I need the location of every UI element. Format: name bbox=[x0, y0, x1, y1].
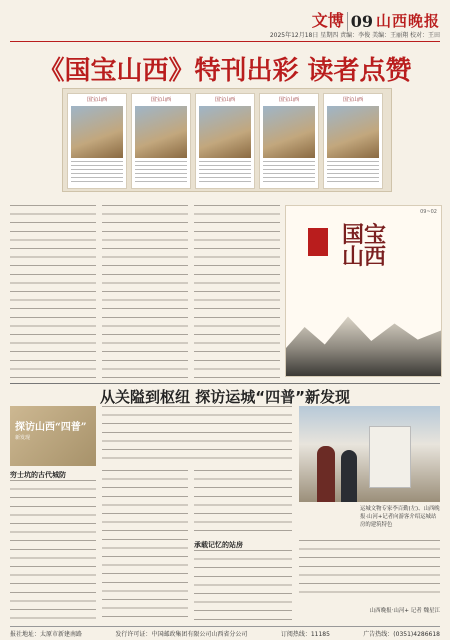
collage-card: 国宝山西 bbox=[195, 93, 255, 189]
dateline: 2025年12月18日 星期四 责编：李俊 美编：王丽翔 校对：王田 bbox=[269, 32, 440, 39]
headline-2: 从关隘到枢纽 探访运城“四普”新发现 bbox=[100, 388, 350, 406]
subheading-1: 穷士坑的古代城防 bbox=[10, 471, 66, 479]
footer bbox=[10, 626, 440, 638]
special-edition-collage bbox=[62, 88, 392, 192]
section-rule bbox=[10, 383, 440, 384]
collage-card: 国宝山西 bbox=[323, 93, 383, 189]
station-photo bbox=[299, 406, 440, 502]
footer-permit: 发行许可证：中国邮政集团有限公司山西省分公司 bbox=[115, 631, 248, 638]
article-2-text-col-1 bbox=[10, 480, 96, 622]
footer-phone: 订阅热线：11185 bbox=[280, 631, 330, 638]
collage-card: 国宝山西 bbox=[67, 93, 127, 189]
headline-1: 《国宝山西》特刊出彩 读者点赞 bbox=[38, 56, 412, 86]
section-name: 文博 bbox=[311, 11, 344, 30]
paper-logo: 山西晚报 bbox=[375, 12, 440, 30]
subheading-2: 承载记忆的站房 bbox=[194, 541, 243, 549]
collage-card: 国宝山西 bbox=[131, 93, 191, 189]
masthead bbox=[312, 8, 440, 31]
collage-card: 国宝山西 bbox=[259, 93, 319, 189]
exhibit-title: 探访山西“四普” bbox=[15, 422, 87, 433]
seal-icon bbox=[308, 228, 328, 256]
footer-address: 报社地址：太原市新建南路 bbox=[10, 631, 83, 638]
article-2-text-col-3b bbox=[194, 550, 292, 622]
article-1-text-col-1 bbox=[10, 205, 96, 383]
photo-caption: 运城文物专家李百勤(左)、山西晚报·山河+记者向游客介绍运城站房的建筑特色 bbox=[360, 506, 440, 528]
article-2-text-col-4 bbox=[299, 540, 440, 600]
exhibit-subtitle: 新发现 bbox=[15, 435, 31, 441]
article-1-text-col-2 bbox=[102, 205, 188, 383]
person-figure bbox=[341, 450, 357, 502]
header-rule bbox=[10, 41, 440, 42]
article-1-text-col-3 bbox=[194, 205, 280, 383]
book-badge: 09~02 bbox=[420, 209, 437, 215]
article-2-text-col-3a bbox=[194, 470, 292, 536]
mountain-illustration bbox=[286, 306, 441, 376]
page-number: 09 bbox=[347, 12, 373, 31]
footer-ad: 广告热线：(0351)4286618 bbox=[363, 631, 440, 638]
article-2-text-col-2 bbox=[102, 470, 188, 622]
article-2-text-top bbox=[102, 406, 292, 466]
book-cover-image bbox=[285, 205, 442, 377]
book-title: 国宝山西 bbox=[341, 222, 386, 270]
person-figure bbox=[317, 446, 335, 502]
exhibit-image bbox=[10, 406, 96, 466]
byline-2: 山西晚报·山河+ 记者 魏星江 bbox=[369, 608, 440, 614]
